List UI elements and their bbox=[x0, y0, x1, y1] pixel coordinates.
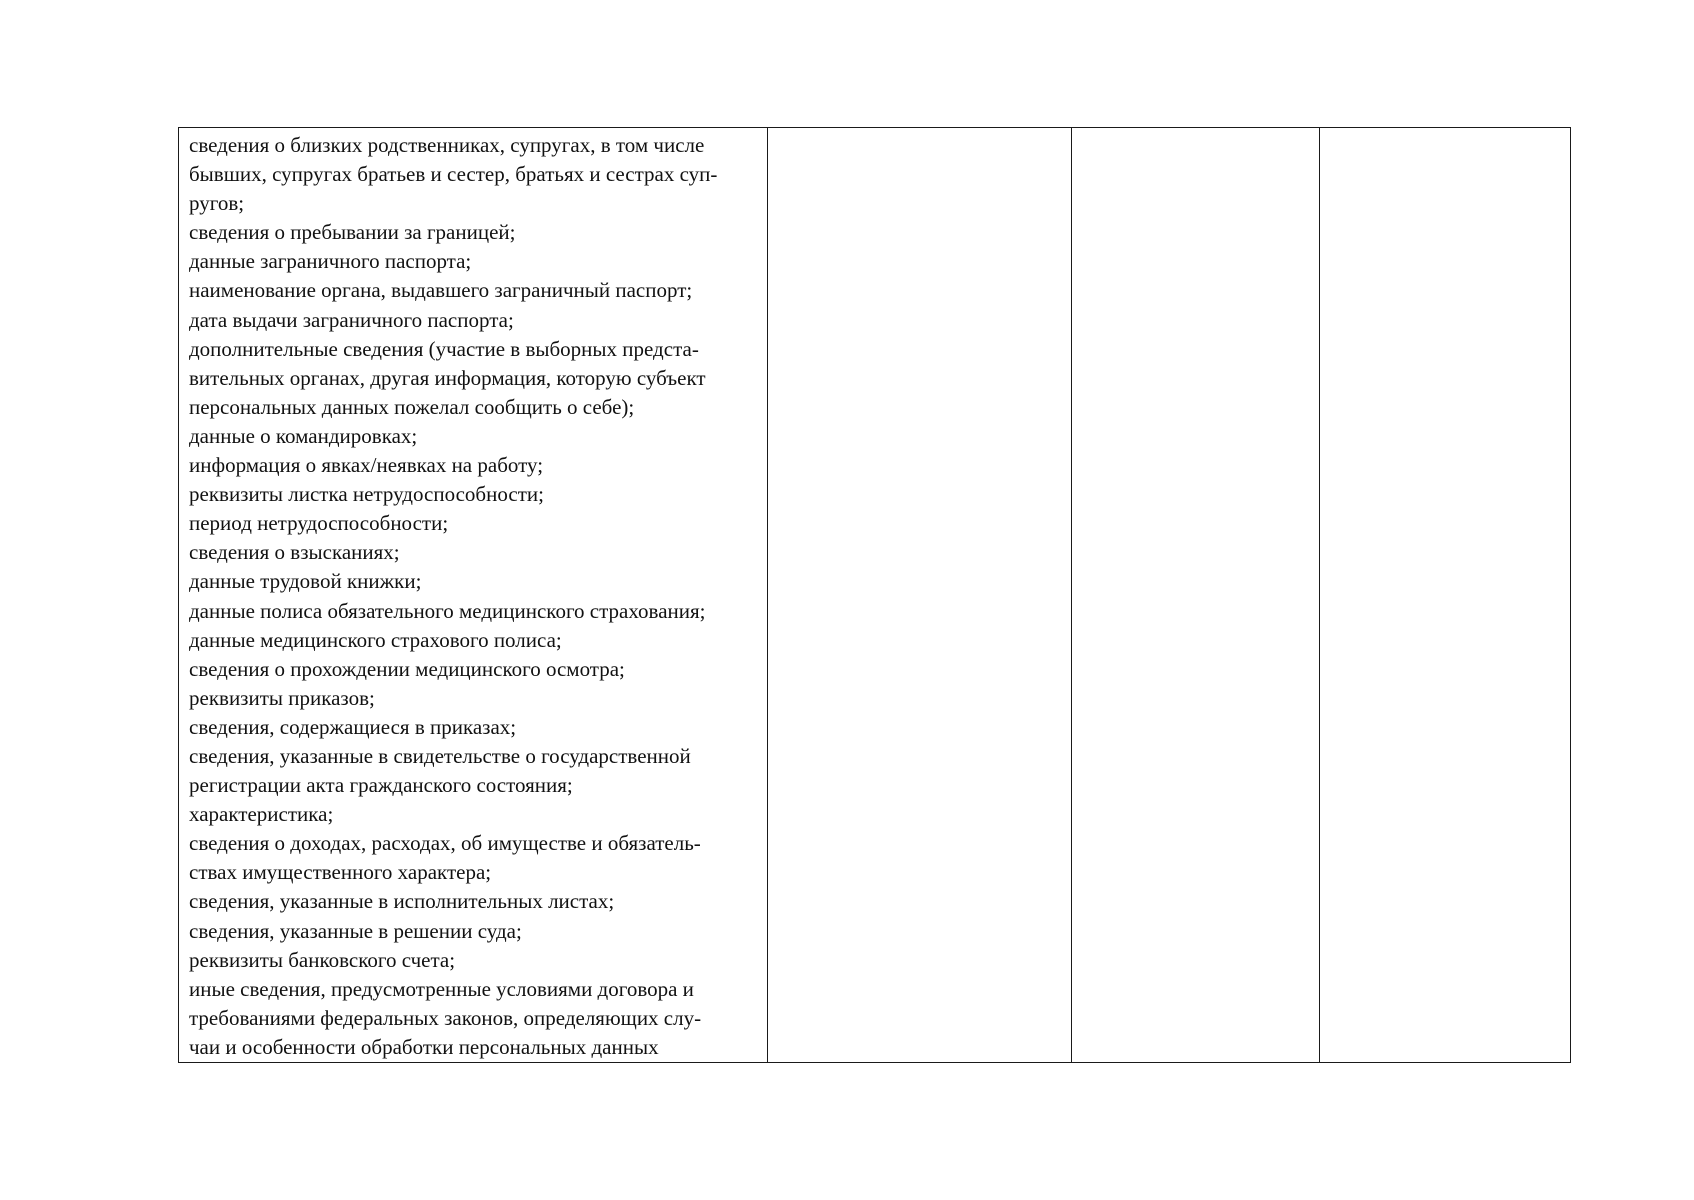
text-line: сведения о взысканиях; bbox=[189, 540, 400, 565]
text-line: сведения о доходах, расходах, об имуществе и обязатель- bbox=[189, 831, 701, 856]
text-line: сведения, указанные в свидетельстве о государственной bbox=[189, 743, 691, 768]
document-table bbox=[178, 127, 1571, 1063]
text-line: наименование органа, выдавшего заграничный паспорт; bbox=[189, 278, 693, 303]
text-line: сведения о близких родственниках, супругах, в том числе bbox=[189, 133, 705, 157]
personal-data-categories-cell bbox=[179, 128, 768, 1063]
text-line: иные сведения, предусмотренные условиями договора и bbox=[189, 976, 694, 1001]
text-line: дата выдачи заграничного паспорта; bbox=[189, 307, 514, 332]
text-line: данные медицинского страхового полиса; bbox=[189, 627, 562, 652]
table-row bbox=[179, 128, 1571, 1063]
text-line: данные трудовой книжки; bbox=[189, 569, 422, 594]
text-line: реквизиты листка нетрудоспособности; bbox=[189, 482, 544, 507]
text-line: бывших, супругах братьев и сестер, братьях и сестрах суп- bbox=[189, 162, 718, 187]
text-line: информация о явках/неявках на работу; bbox=[189, 453, 544, 478]
text-line: реквизиты приказов; bbox=[189, 685, 375, 710]
text-line: регистрации акта гражданского состояния; bbox=[189, 773, 573, 798]
text-line: ругов; bbox=[189, 191, 245, 216]
personal-data-categories-list bbox=[179, 128, 767, 1062]
table-cell-4 bbox=[1320, 128, 1571, 1063]
text-line: данные полиса обязательного медицинского страхования; bbox=[189, 598, 706, 623]
text-line: сведения, указанные в решении суда; bbox=[189, 918, 522, 943]
text-line: данные заграничного паспорта; bbox=[189, 249, 472, 274]
text-line: реквизиты банковского счета; bbox=[189, 947, 456, 972]
text-line: сведения о прохождении медицинского осмотра; bbox=[189, 656, 625, 681]
text-line: ствах имущественного характера; bbox=[189, 860, 492, 885]
text-line: вительных органах, другая информация, которую субъект bbox=[189, 365, 706, 390]
text-line: требованиями федеральных законов, определяющих слу- bbox=[189, 1005, 702, 1030]
text-line: данные о командировках; bbox=[189, 423, 418, 448]
table-cell-3 bbox=[1072, 128, 1320, 1063]
table-cell-2 bbox=[768, 128, 1072, 1063]
text-line: персональных данных пожелал сообщить о себе); bbox=[189, 394, 635, 419]
text-line: сведения о пребывании за границей; bbox=[189, 220, 516, 245]
text-line: характеристика; bbox=[189, 802, 334, 827]
text-line: чаи и особенности обработки персональных данных bbox=[189, 1034, 659, 1059]
text-line: сведения, указанные в исполнительных листах; bbox=[189, 889, 615, 914]
text-line: дополнительные сведения (участие в выборных предста- bbox=[189, 336, 699, 361]
text-line: сведения, содержащиеся в приказах; bbox=[189, 714, 517, 739]
text-line: период нетрудоспособности; bbox=[189, 511, 449, 536]
